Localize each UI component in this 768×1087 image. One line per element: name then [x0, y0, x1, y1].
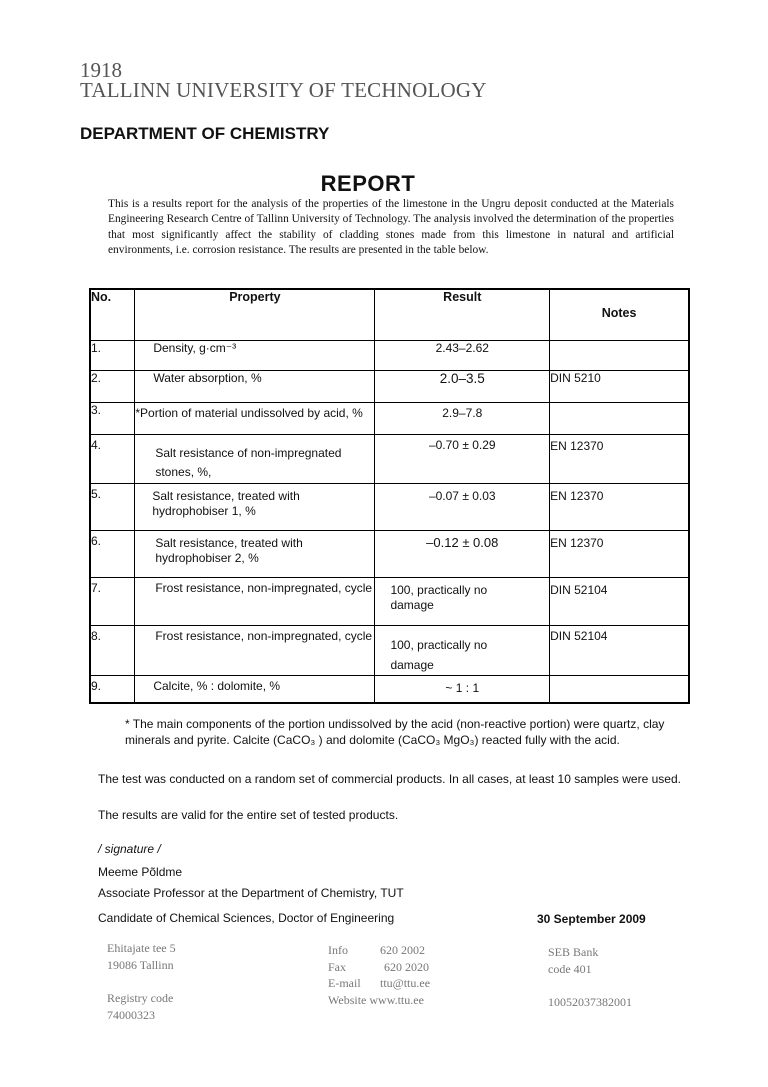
row-notes [550, 675, 689, 703]
row-no: 1. [90, 340, 135, 370]
footer-bank [548, 944, 632, 1011]
website-value: www.ttu.ee [369, 992, 424, 1007]
table-row [90, 675, 689, 703]
row-notes [550, 402, 689, 434]
table-row [90, 370, 689, 402]
table-row [90, 483, 689, 530]
row-result: ~ 1 : 1 [375, 675, 550, 703]
row-result: –0.70 ± 0.29 [375, 434, 550, 483]
row-no: 2. [90, 370, 135, 402]
row-notes: DIN 52104 [550, 625, 689, 675]
row-property: Density, g·cm⁻³ [135, 340, 375, 370]
fax-value: 620 2020 [384, 959, 429, 974]
row-property: Frost resistance, non-impregnated, cycle [135, 577, 375, 625]
row-property: Frost resistance, non-impregnated, cycle [135, 625, 375, 675]
founding-year: 1918 [80, 58, 122, 82]
results-table [89, 288, 690, 704]
email-label: E-mail [328, 976, 361, 990]
footer-contacts [328, 942, 430, 1008]
table-row [90, 625, 689, 675]
row-property: Salt resistance, treated with hydrophobiser 2, % [135, 530, 375, 577]
row-notes: EN 12370 [550, 530, 689, 577]
row-no: 9. [90, 675, 135, 703]
footer-address [107, 940, 176, 1023]
bank-name: SEB Bank [548, 945, 599, 959]
website-label: Website [328, 992, 367, 1007]
header-property: Property [135, 289, 375, 340]
bank-account: 10052037382001 [548, 995, 632, 1009]
registry-code: 74000323 [107, 1007, 155, 1022]
table-footnote: * The main components of the portion undissolved by the acid (non-reactive portion) were quartz, clay minerals and pyrite. Calcite (CaCO₃ ) and dolomite (CaCO₃ MgO₃) reacted fully with the acid. [125, 717, 665, 747]
email-value: ttu@ttu.ee [380, 976, 431, 990]
info-value: 620 2002 [380, 943, 425, 957]
address-city: 19086 Tallinn [107, 957, 174, 972]
row-notes: DIN 5210 [550, 370, 689, 402]
signatory-name: Meeme Põldme [98, 865, 183, 879]
row-no: 3. [90, 402, 135, 434]
row-result: 2.43–2.62 [375, 340, 550, 370]
fax-label: Fax [328, 959, 346, 974]
registry-label: Registry code [107, 991, 174, 1005]
header-result: Result [375, 289, 550, 340]
row-result: 2.0–3.5 [375, 370, 550, 402]
signatory-position: Associate Professor at the Department of Chemistry, TUT [98, 886, 404, 900]
address-street: Ehitajate tee 5 [107, 941, 176, 955]
row-notes: EN 12370 [550, 483, 689, 530]
row-no: 4. [90, 434, 135, 483]
row-result: 100, practically no damage [375, 625, 550, 675]
info-label: Info [328, 943, 348, 957]
row-no: 8. [90, 625, 135, 675]
intro-paragraph: This is a results report for the analysis of the properties of the limestone in the Ungru deposit conducted at the Materials Engineering Research Centre of Tallinn University of Technology. The analysis involved the determination of the properties that most significantly affect the stability of cladding stones made from this limestone in natural and artificial environments, i.e. corrosion resistance. The results are presented in the table below. [108, 198, 674, 257]
row-property: *Portion of material undissolved by acid, % [135, 402, 375, 434]
row-no: 5. [90, 483, 135, 530]
row-property: Water absorption, % [135, 370, 375, 402]
table-row [90, 434, 689, 483]
row-result: –0.07 ± 0.03 [375, 483, 550, 530]
row-property: Salt resistance, treated with hydrophobiser 1, % [135, 483, 375, 530]
department-name: DEPARTMENT OF CHEMISTRY [80, 124, 330, 143]
row-property: Calcite, % : dolomite, % [135, 675, 375, 703]
header-no: No. [90, 289, 135, 340]
university-name: TALLINN UNIVERSITY OF TECHNOLOGY [80, 78, 487, 102]
row-notes [550, 340, 689, 370]
header-notes: Notes [550, 289, 689, 340]
table-row [90, 530, 689, 577]
validity-note: The results are valid for the entire set of tested products. [98, 808, 399, 822]
row-no: 6. [90, 530, 135, 577]
signature-marker: / signature / [98, 842, 161, 856]
table-row [90, 340, 689, 370]
row-result: 2.9–7.8 [375, 402, 550, 434]
table-header-row [90, 289, 689, 340]
signatory-degrees: Candidate of Chemical Sciences, Doctor of Engineering [98, 911, 395, 925]
report-title: REPORT [320, 171, 416, 196]
row-no: 7. [90, 577, 135, 625]
table-row [90, 577, 689, 625]
row-notes: EN 12370 [550, 434, 689, 483]
table-row [90, 402, 689, 434]
row-property: Salt resistance of non-impregnated stones, %, [135, 434, 375, 483]
row-notes: DIN 52104 [550, 577, 689, 625]
bank-code: code 401 [548, 961, 592, 976]
row-result: 100, practically no damage [375, 577, 550, 625]
report-date: 30 September 2009 [537, 912, 646, 926]
test-note: The test was conducted on a random set of commercial products. In all cases, at least 10 samples were used. [98, 772, 681, 786]
row-result: –0.12 ± 0.08 [375, 530, 550, 577]
